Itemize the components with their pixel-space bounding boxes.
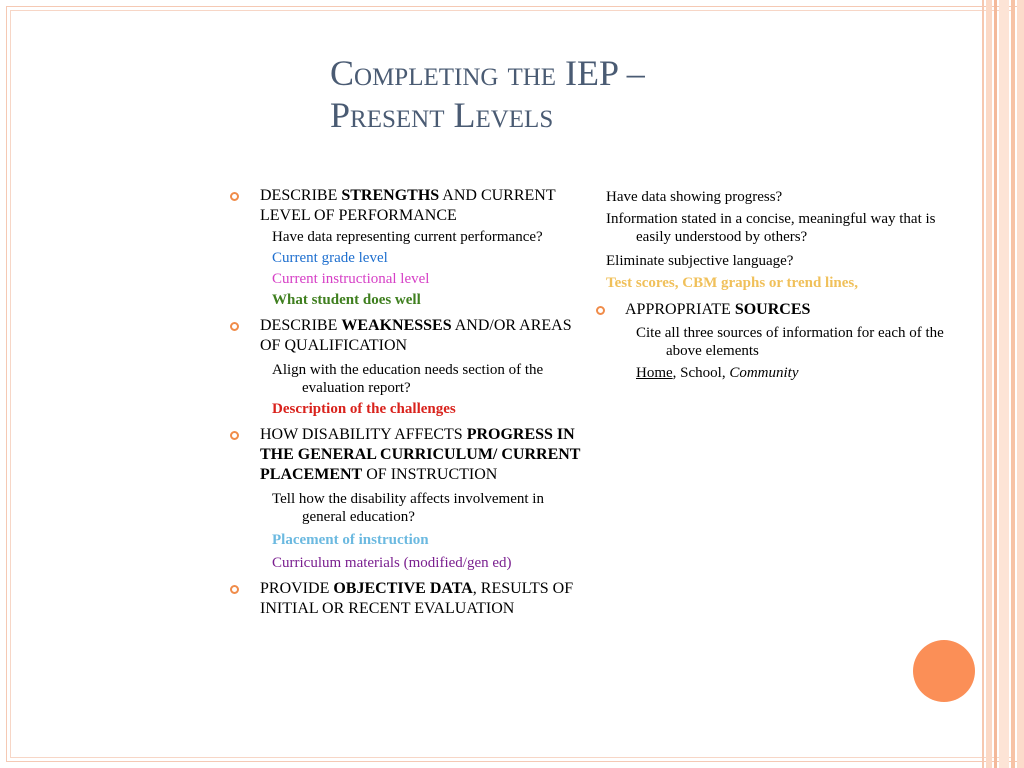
disability-sub-1: Tell how the disability affects involvement in general education?: [272, 491, 544, 525]
source-home: Home: [636, 365, 673, 381]
strengths-sub-4: What student does well: [272, 292, 421, 308]
objective-post: , RESULTS OF INITIAL OR RECENT EVALUATION: [260, 580, 574, 617]
weaknesses-sub-1: Align with the education needs section of the evaluation report?: [272, 362, 544, 396]
objective-bold: OBJECTIVE DATA: [333, 580, 473, 597]
bullet-strengths: [228, 186, 588, 309]
sources-pre: APPROPRIATE: [625, 301, 735, 318]
weaknesses-sub-2: Description of the challenges: [272, 401, 456, 417]
weaknesses-pre: DESCRIBE: [260, 317, 342, 334]
objective-pre: PROVIDE: [260, 580, 334, 597]
weaknesses-post: AND/OR AREAS OF QUALIFICATION: [260, 317, 572, 354]
left-column: [228, 186, 588, 626]
right-sub-2: Information stated in a concise, meaningful way that is easily understood by others?: [606, 211, 936, 245]
sources-bold: SOURCES: [734, 301, 811, 318]
right-column: [594, 186, 969, 389]
strengths-sub-3: Current instructional level: [272, 271, 430, 287]
circle-bullet-icon: [230, 585, 239, 594]
strengths-sub-1: Have data representing current performance?: [272, 229, 543, 245]
strengths-pre: DESCRIBE: [260, 187, 342, 204]
circle-bullet-icon: [230, 322, 239, 331]
title-line-2: Present Levels: [330, 95, 554, 135]
sources-sub-1: Cite all three sources of information for each of the above elements: [636, 325, 944, 359]
disability-sub-2: Placement of instruction: [272, 532, 429, 548]
circle-bullet-icon: [230, 431, 239, 440]
source-community: Community: [729, 365, 799, 381]
bullet-objective: [228, 579, 588, 619]
decorative-circle: [913, 640, 975, 702]
disability-post: OF INSTRUCTION: [362, 466, 498, 483]
circle-bullet-icon: [596, 306, 605, 315]
title-line-1: Completing the IEP –: [330, 53, 645, 93]
disability-pre: HOW DISABILITY AFFECTS: [260, 426, 467, 443]
source-sep-1: ,: [672, 365, 681, 381]
circle-bullet-icon: [230, 192, 239, 201]
bullet-disability: [228, 425, 588, 572]
disability-sub-3: Curriculum materials (modified/gen ed): [272, 555, 512, 571]
disability-bold: PROGRESS IN THE GENERAL CURRICULUM/ CURRENT PLACEMENT: [260, 426, 581, 483]
strengths-post: AND CURRENT LEVEL OF PERFORMANCE: [260, 187, 556, 224]
sources-list: [594, 364, 969, 382]
source-sep-2: ,: [721, 365, 730, 381]
right-sub-3: Eliminate subjective language?: [606, 253, 794, 269]
bullet-weaknesses: [228, 316, 588, 418]
source-school: School: [680, 365, 722, 381]
bullet-sources: [594, 300, 969, 382]
strengths-bold: STRENGTHS: [341, 187, 440, 204]
right-sub-4: Test scores, CBM graphs or trend lines,: [606, 275, 858, 291]
right-sub-1: Have data showing progress?: [606, 189, 783, 205]
slide-title: [330, 52, 990, 136]
strengths-sub-2: Current grade level: [272, 250, 388, 266]
weaknesses-bold: WEAKNESSES: [341, 317, 452, 334]
